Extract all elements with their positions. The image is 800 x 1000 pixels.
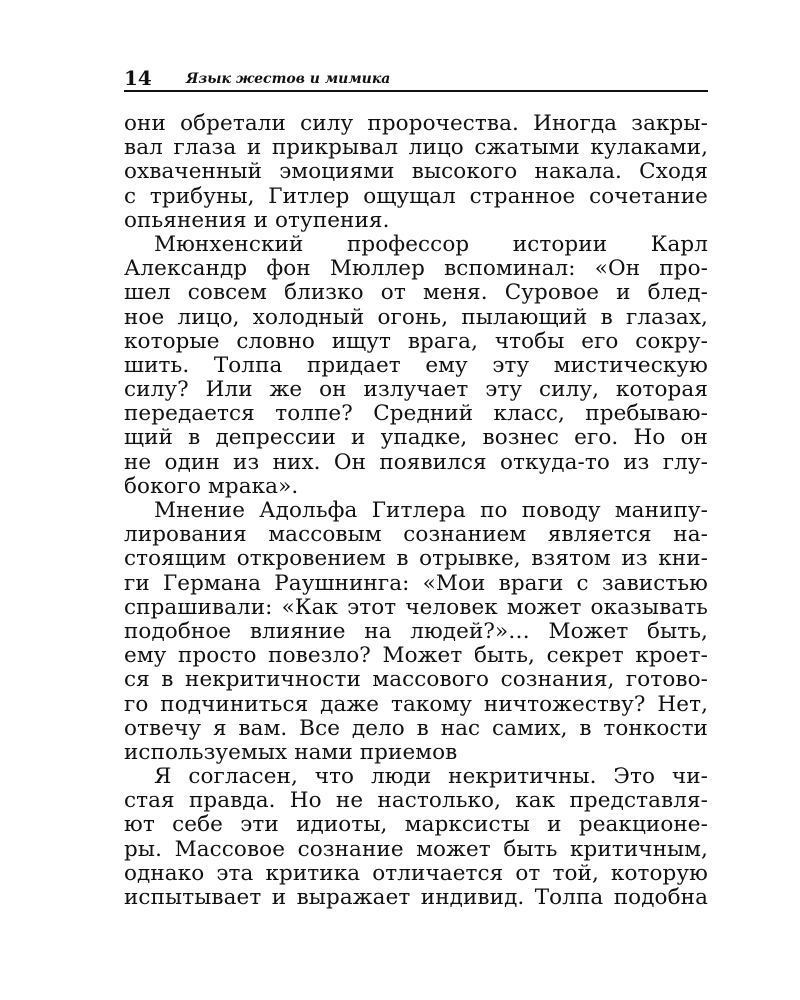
text-line: испытывает и выражает индивид. Толпа подобна: [124, 885, 708, 910]
text-line: Я согласен, что люди некритичны. Это чи-: [154, 764, 708, 790]
text-line: отвечу я вам. Все дело в нас самих, в тонкости: [124, 715, 708, 741]
text-line: ры. Массовое сознание может быть критичным,: [124, 836, 708, 862]
text-line: ное лицо, холодный огонь, пылающий в глазах,: [124, 304, 708, 330]
text-line: вал глаза и прикрывал лицо сжатыми кулаками,: [124, 135, 708, 161]
text-line: го подчиниться даже такому ничтожеству? Нет,: [124, 691, 708, 717]
text-line: Мнение Адольфа Гитлера по поводу манипу-: [154, 498, 708, 523]
text-line: не один из них. Он появился откуда-то из глу-: [124, 449, 708, 475]
text-line: охваченный эмоциями высокого накала. Сходя: [124, 159, 708, 185]
text-line: стоящим откровением в отрывке, взятом из кни-: [124, 546, 708, 572]
text-line: спрашивали: «Как этот человек может оказывать: [124, 594, 708, 620]
text-line: которые словно ищут врага, чтобы его сокру-: [124, 328, 708, 354]
text-line: щий в депрессии и упадке, вознес его. Но он: [124, 425, 708, 451]
text-line: ют себе эти идиоты, марксисты и реакционе-: [124, 812, 708, 838]
text-line: стая правда. Но не настолько, как представля-: [124, 788, 708, 814]
text-line: силу? Или же он излучает эту силу, которая: [124, 377, 708, 403]
text-line: однако эта критика отличается от той, которую: [124, 860, 708, 886]
text-line: шить. Толпа придает ему эту мистическую: [124, 352, 708, 378]
body-text: [124, 112, 708, 910]
page-header: [124, 66, 708, 92]
text-line: ся в некритичности массового сознания, готово-: [124, 667, 708, 693]
text-line: используемых нами приемов: [124, 739, 458, 765]
text-line: лирования массовым сознанием является на-: [124, 522, 708, 548]
running-title: Язык жестов и мимика: [186, 71, 391, 87]
text-line: ги Германа Раушнинга: «Мои враги с завистью: [124, 570, 708, 596]
text-line: Александр фон Мюллер вспоминал: «Он про-: [124, 256, 708, 282]
text-line: они обретали силу пророчества. Иногда закры-: [124, 111, 708, 136]
text-line: ему просто повезло? Может быть, секрет кроет-: [124, 643, 708, 669]
page-number: 14: [124, 66, 152, 90]
text-line: подобное влияние на людей?»… Может быть,: [124, 618, 708, 644]
text-line: Мюнхенский профессор истории Карл: [154, 231, 708, 257]
text-line: опьянения и отупения.: [124, 207, 390, 233]
text-line: шел совсем близко от меня. Суровое и блед-: [124, 280, 708, 306]
text-line: бокого мрака».: [124, 473, 299, 499]
text-line: передается толпе? Средний класс, пребываю-: [124, 401, 708, 427]
text-line: с трибуны, Гитлер ощущал странное сочетание: [124, 183, 708, 209]
